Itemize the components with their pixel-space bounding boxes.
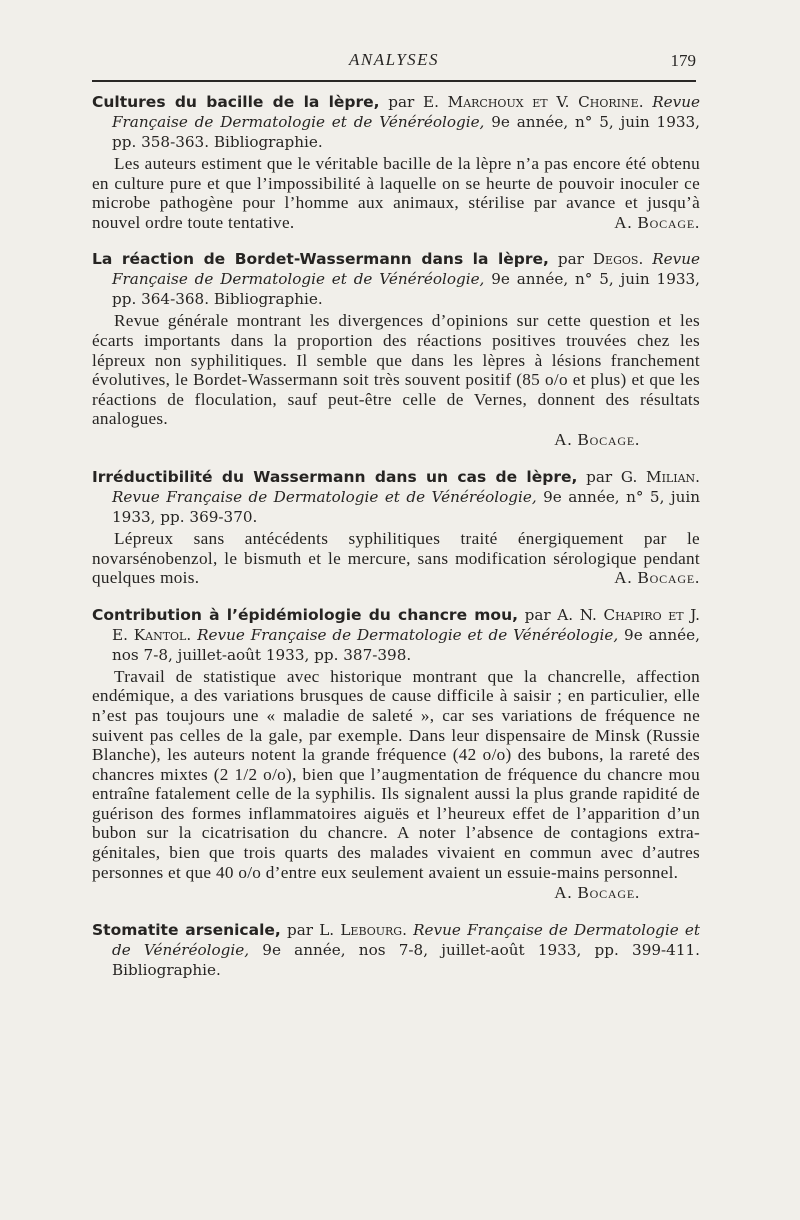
entry-authors: Degos xyxy=(592,250,639,269)
entry-signature: A. Bocage. xyxy=(554,883,640,903)
analysis-entry xyxy=(92,920,700,980)
entry-by: par xyxy=(577,467,621,486)
entry-citation xyxy=(92,605,700,665)
entry-body-text: Revue générale montrant les divergences d’opinions sur cette question et les écarts importants dans la proportion des réactions positives trouvées chez les lépreux non syphilitiques. Il semble que dans les lèpres à lésions franchement évolutives, le Bordet-Wassermann soit très souvent positif (85 o/o et plus) et que les réactions de floculation, sauf peut-être celle de Vernes, donnent des résultats analogues. xyxy=(92,311,700,429)
entry-citation xyxy=(92,92,700,152)
entry-authors: L. Lebourg xyxy=(319,921,403,940)
entry-details: 9e année, n° 5, juin 1933, pp. 369-370. xyxy=(112,487,700,526)
entry-details: 9e année, n° 5, juin 1933, pp. 364-368. Bibliographie. xyxy=(112,270,701,309)
entry-details: 9e année, n° 5, juin 1933, pp. 358-363. Bibliographie. xyxy=(112,113,701,151)
entry-sep: . xyxy=(186,625,198,644)
entry-authors: A. N. Chapiro et J. E. Kantol xyxy=(112,605,700,644)
entry-citation xyxy=(92,249,700,309)
entry-sep: . xyxy=(638,93,653,111)
page-number: 179 xyxy=(670,51,696,70)
entry-signature: A. Bocage. xyxy=(554,429,640,449)
entry-title: La réaction de Bordet-Wassermann dans la lèpre, xyxy=(92,250,549,269)
entry-title: Irréductibilité du Wassermann dans un cas de lèpre, xyxy=(92,467,578,486)
analyses-list xyxy=(92,92,700,997)
entry-signature: A. Bocage. xyxy=(614,568,700,588)
entry-by: par xyxy=(379,93,424,111)
entry-journal: Revue Française de Dermatologie et de Vénéréologie, xyxy=(112,93,700,131)
entry-details: 9e année, nos 7-8, juillet-août 1933, pp. 399-411. Bibliographie. xyxy=(112,941,700,980)
entry-body xyxy=(92,529,700,588)
entry-sep: . xyxy=(402,921,414,940)
entry-body xyxy=(92,667,700,883)
header-rule xyxy=(92,80,696,82)
entry-by: par xyxy=(548,250,593,269)
entry-journal: Revue Française de Dermatologie et de Vénéréologie, xyxy=(112,487,537,506)
analysis-entry xyxy=(92,92,700,232)
running-head-title: ANALYSES xyxy=(348,50,440,69)
entry-journal: Revue Française de Dermatologie et de Vénéréologie, xyxy=(112,921,700,960)
entry-signature: A. Bocage. xyxy=(614,212,700,232)
entry-body xyxy=(92,311,700,429)
entry-citation xyxy=(92,920,700,980)
entry-body-text: Les auteurs estiment que le véritable bacille de la lèpre n’a pas encore été obtenu en culture pure et que l’impossibilité à laquelle on se heurte de pouvoir inoculer ce microbe pathogène pour l’homme aux animaux, stérilise par avance et jusqu’à nouvel ordre toute tentative. xyxy=(92,154,700,232)
running-head xyxy=(92,50,696,76)
entry-authors: E. Marchoux et V. Chorine xyxy=(423,93,639,111)
entry-title: Stomatite arsenicale, xyxy=(92,921,281,940)
entry-by: par xyxy=(280,921,320,940)
analysis-entry xyxy=(92,467,700,588)
entry-details: 9e année, nos 7-8, juillet-août 1933, pp. 387-398. xyxy=(112,625,700,664)
entry-title: Contribution à l’épidémiologie du chancre mou, xyxy=(92,605,518,624)
entry-by: par xyxy=(518,605,558,624)
entry-body-text: Travail de statistique avec historique montrant que la chancrelle, affection endémique, a des variations brusques de cause difficile à saisir ; en particulier, elle n’est pas toujours une « maladie de saleté », car ses variations de fréquence ne suivent pas celles de la gale, par exemple. Dans leur dispensaire de Minsk (Russie Blanche), les auteurs notent la grande fréquence (42 o/o) des bubons, la rareté des chancres mixtes (2 1/2 o/o), bien que l’augmentation de fréquence du chancre mou entraîne fatalement celle de la syphilis. Ils signalent aussi la plus grande rapidité de guérison des formes inflammatoires aiguës et l’heureux effet de l’apparition d’un bubon sur la cicatrisation du chancre. A noter l’absence de contagions extra-génitales, bien que trois quarts des malades vivaient en commun avec d’autres personnes et que 40 o/o d’entre eux seulement avaient un essuie-mains personnel. xyxy=(92,666,700,882)
entry-body xyxy=(92,154,700,232)
entry-sep: . xyxy=(695,467,700,486)
entry-journal: Revue Française de Dermatologie et de Vénéréologie, xyxy=(112,250,700,289)
analysis-entry xyxy=(92,605,700,904)
entry-title: Cultures du bacille de la lèpre, xyxy=(92,93,380,111)
analysis-entry xyxy=(92,249,700,450)
entry-citation xyxy=(92,467,700,527)
entry-body-text: Lépreux sans antécédents syphilitiques traité énergiquement par le novarsénobenzol, le bismuth et le mercure, sans modification sérologique pendant quelques mois. xyxy=(92,528,700,588)
entry-journal: Revue Française de Dermatologie et de Vénéréologie, xyxy=(197,625,619,644)
entry-authors: G. Milian xyxy=(620,467,696,486)
entry-sep: . xyxy=(638,250,653,269)
